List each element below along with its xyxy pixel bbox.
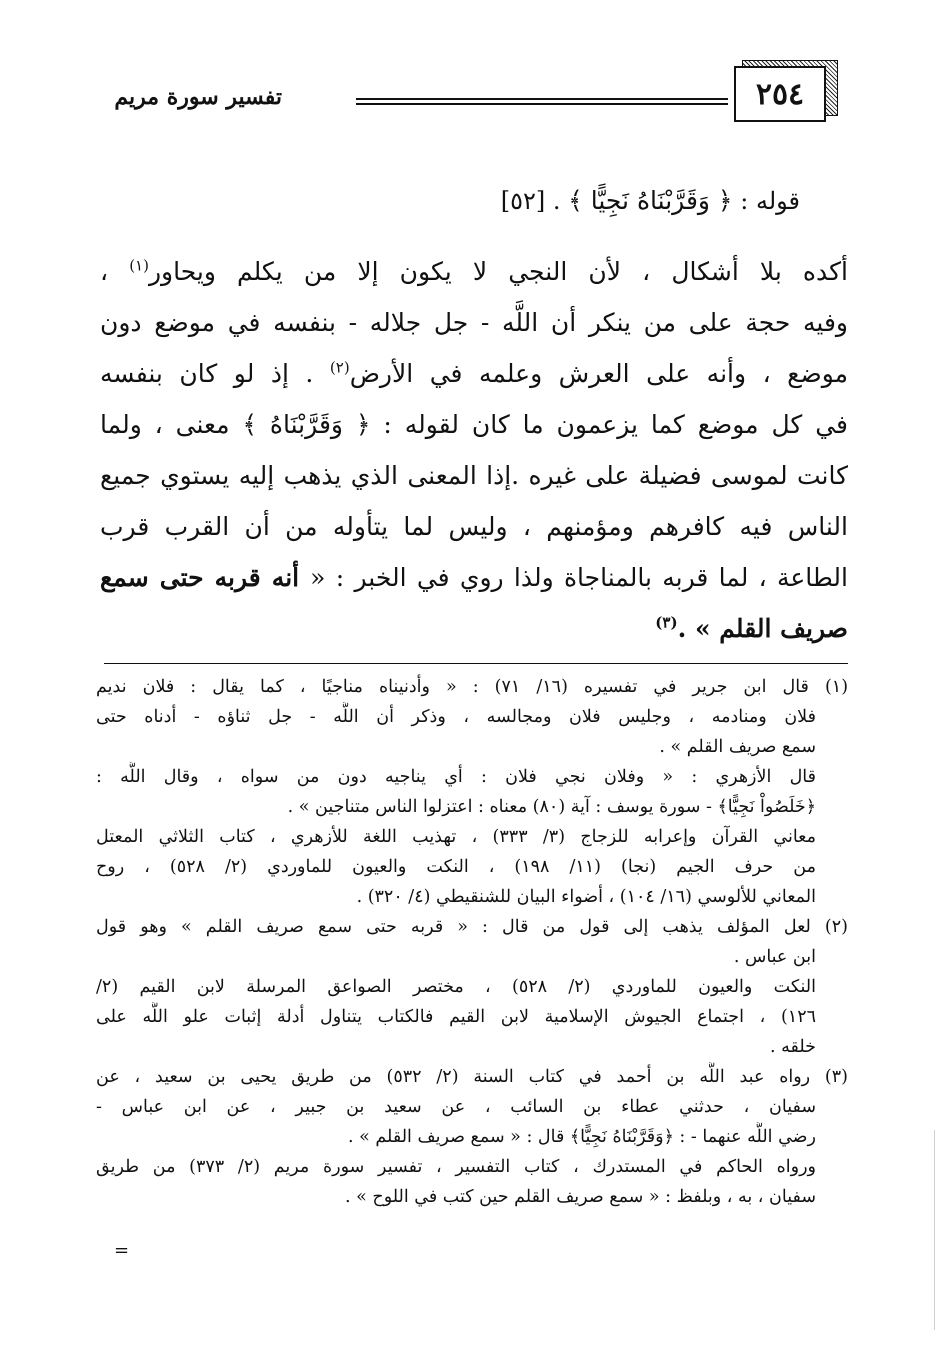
- footnote-line: النكت والعيون للماوردي (٢/ ٥٢٨) ، مختصر الصواعق المرسلة لابن القيم (٢/: [96, 977, 816, 997]
- footnote-line: (١) قال ابن جرير في تفسيره (١٦/ ٧١) : « وأدنيناه مناجيًا ، كما يقال : فلان نديم: [96, 677, 848, 697]
- verse-lead: قوله :: [740, 187, 800, 215]
- footnote-line: المعاني للألوسي (١٦/ ١٠٤) ، أضواء البيان للشنقيطي (٤/ ٣٢٠) .: [356, 887, 816, 907]
- page-number: ٢٥٤: [734, 66, 826, 122]
- footnote-line: ﴿خَلَصُواْ نَجِيًّا﴾ - سورة يوسف : آية (٨٠) معناه : اعتزلوا الناس متناجين » .: [287, 797, 816, 817]
- footnote-line: سفيان ، حدثني عطاء بن السائب ، عن سعيد بن جبير ، عن ابن عباس -: [96, 1097, 816, 1117]
- text-line: وفيه حجة على من ينكر أن اللَّه - جل جلاله - بنفسه في موضع دون: [100, 308, 848, 337]
- scan-margin-line: [934, 1130, 935, 1330]
- footnote-line: سفيان ، به ، وبلفظ : « سمع صريف القلم حين كتب في اللوح » .: [345, 1187, 816, 1207]
- verse-heading: [501, 186, 800, 215]
- footnote-line: معاني القرآن وإعرابه للزجاج (٣/ ٣٣٣) ، تهذيب اللغة للأزهري ، كتاب الثلاثي المعتل: [96, 827, 816, 847]
- hadith-quote: أنه قربه حتى سمع: [100, 563, 311, 592]
- footnote-line: سمع صريف القلم » .: [659, 737, 816, 757]
- footnote-line: قال الأزهري : « وفلان نجي فلان : أي يناجيه دون من سواه ، وقال اللَّه :: [96, 767, 816, 787]
- footnote-line: (٢) لعل المؤلف يذهب إلى قول من قال : « قربه حتى سمع صريف القلم » وهو قول: [96, 917, 848, 937]
- footnote-line: ورواه الحاكم في المستدرك ، كتاب التفسير ، تفسير سورة مريم (٢/ ٣٧٣) من طريق: [96, 1157, 816, 1177]
- running-title: تفسير سورة مريم: [114, 84, 282, 110]
- text-line: الطاعة ، لما قربه بالمناجاة ولذا روي في الخبر : « أنه قربه حتى سمع: [100, 563, 848, 592]
- footnote-ref: (٣): [655, 613, 678, 632]
- footnotes: [96, 672, 848, 1212]
- text-line: في كل موضع كما يزعمون ما كان لقوله : ﴿ وَقَرَّبْنَاهُ ﴾ معنى ، ولما: [100, 410, 848, 439]
- text-line: الناس فيه كافرهم ومؤمنهم ، وليس لما يتأوله من أن القرب قرب: [100, 512, 848, 541]
- footnote-line: رضي اللَّه عنهما - : ﴿وَقَرَّبْنَاهُ نَجِيًّا﴾ قال : « سمع صريف القلم » .: [348, 1127, 816, 1147]
- footnote-ref: (١): [129, 256, 149, 275]
- footnote-line: خلقه .: [770, 1037, 816, 1057]
- footnote-line: ١٢٦) ، اجتماع الجيوش الإسلامية لابن القيم فالكتاب يتناول أدلة إثبات علو اللَّه على: [96, 1007, 816, 1027]
- footnote-separator: [104, 663, 848, 664]
- verse-reference: . [٥٢]: [500, 187, 561, 215]
- text-line: صريف القلم » .$^{(٣)}$: [655, 613, 848, 643]
- footnote-ref: (٢): [329, 358, 350, 377]
- footnote-line: من حرف الجيم (نجا) (١١/ ١٩٨) ، النكت والعيون للماوردي (٢/ ٥٢٨) ، روح: [96, 857, 816, 877]
- continuation-mark: =: [114, 1240, 130, 1261]
- text-line: موضع ، وأنه على العرش وعلمه في الأرض$^{(٢)}$ . إذ لو كان بنفسه: [100, 358, 848, 388]
- footnote-line: ابن عباس .: [733, 947, 816, 967]
- text-line: أكده بلا أشكال ، لأن النجي لا يكون إلا من يكلم ويحاور$^{(١)}$ ،: [100, 256, 848, 286]
- header-rule: [356, 98, 728, 105]
- footnote-line: فلان ومنادمه ، وجليس فلان ومجالسه ، وذكر أن اللَّه - جل ثناؤه - أدناه حتى: [96, 707, 816, 727]
- footnote-line: (٣) رواه عبد اللَّه بن أحمد في كتاب السنة (٢/ ٥٣٢) من طريق يحيى بن سعيد ، عن: [96, 1067, 848, 1087]
- commentary-text: [100, 246, 848, 654]
- text-line: كانت لموسى فضيلة على غيره .إذا المعنى الذي يذهب إليه يستوي جميع: [100, 461, 848, 490]
- verse-quote: ﴿ وَقَرَّبْنَاهُ نَجِيًّا ﴾: [568, 186, 733, 215]
